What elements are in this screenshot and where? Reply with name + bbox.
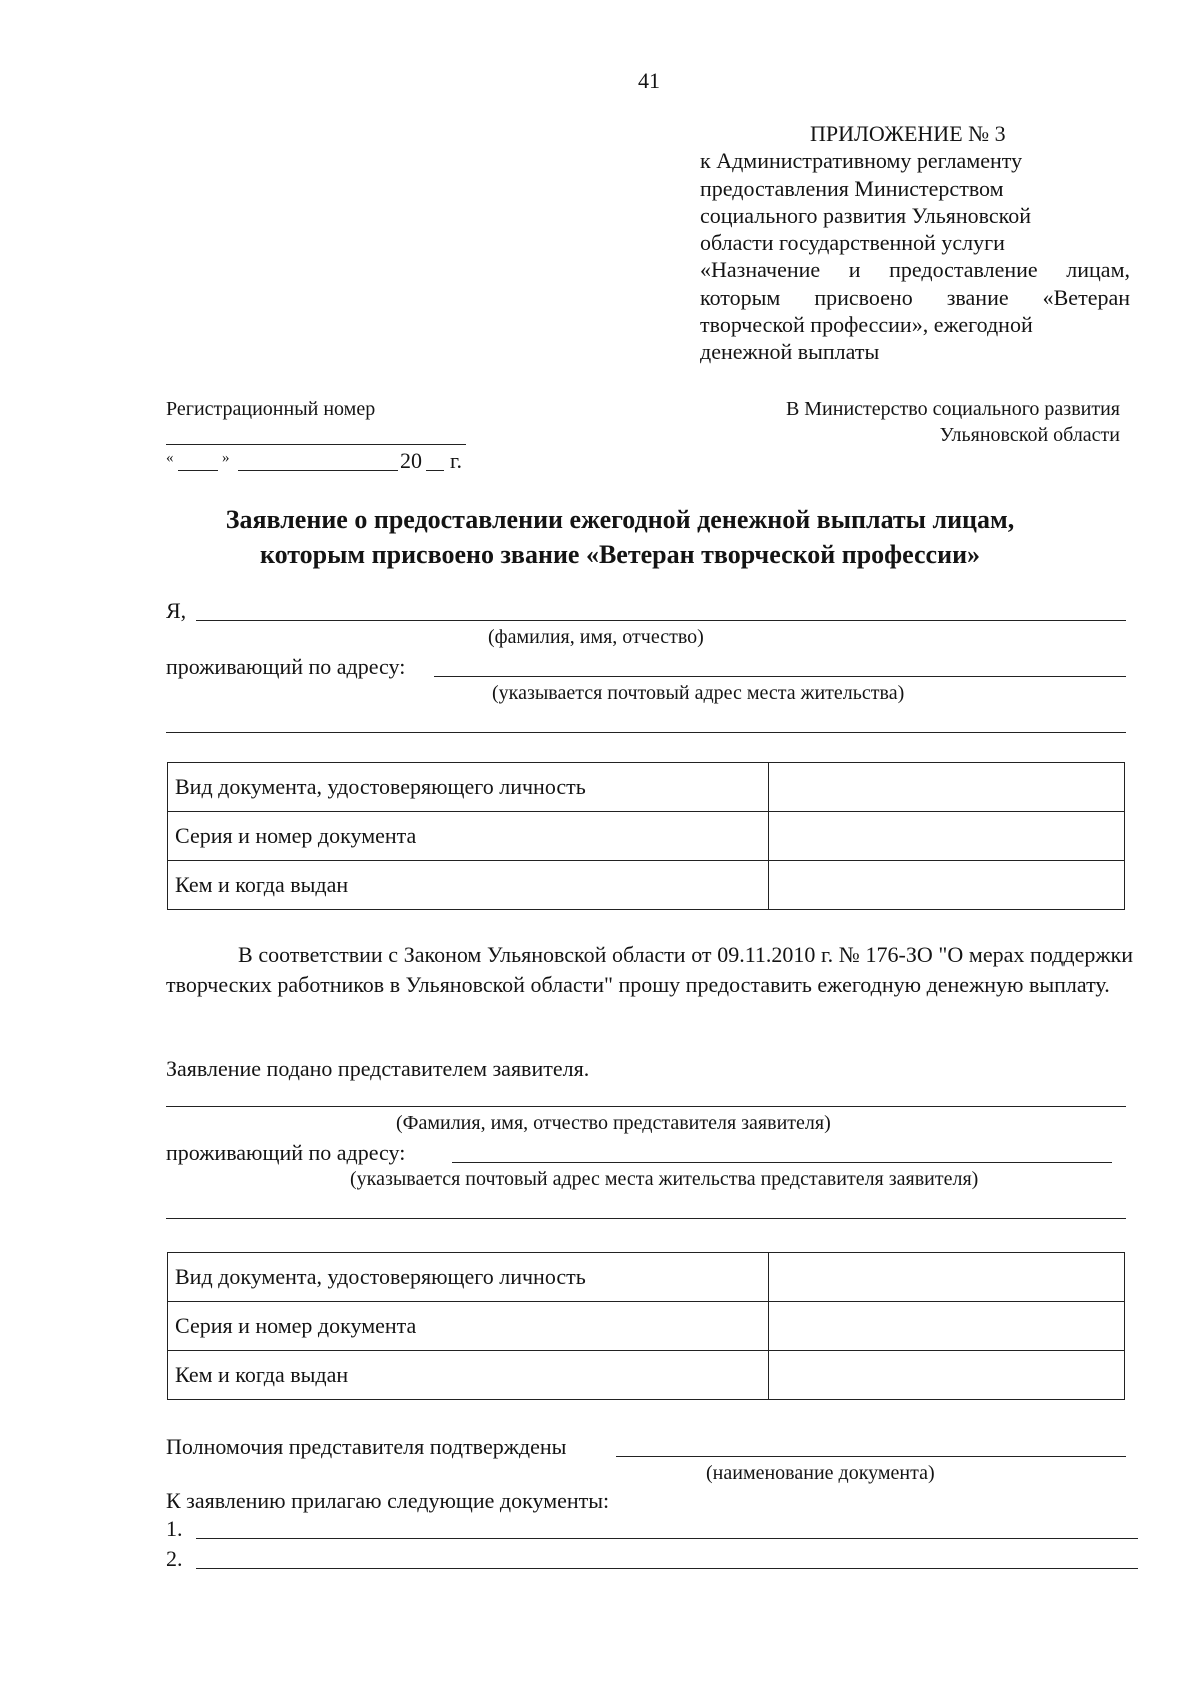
table-row bbox=[168, 812, 1125, 861]
id-doc-type-label: Вид документа, удостоверяющего личность bbox=[168, 763, 769, 812]
representative-address-caption: (указывается почтовый адрес места жительства представителя заявителя) bbox=[350, 1168, 979, 1190]
appendix-line: социального развития Ульяновской bbox=[700, 202, 1032, 228]
page-number: 41 bbox=[638, 68, 660, 93]
date-year-field[interactable] bbox=[426, 470, 444, 471]
applicant-id-table bbox=[167, 762, 1125, 910]
id-issued-by-label: Кем и когда выдан bbox=[168, 861, 769, 910]
table-row bbox=[168, 1253, 1125, 1302]
representative-id-table bbox=[167, 1252, 1125, 1400]
rep-id-series-number-field[interactable] bbox=[769, 1302, 1125, 1351]
form-title bbox=[150, 502, 1090, 572]
date-month-field[interactable] bbox=[238, 470, 398, 471]
table-row bbox=[168, 1302, 1125, 1351]
registration-label: Регистрационный номер bbox=[166, 398, 376, 420]
rep-id-doc-type-label: Вид документа, удостоверяющего личность bbox=[168, 1253, 769, 1302]
date-year-suffix: г. bbox=[450, 448, 463, 473]
table-row bbox=[168, 1351, 1125, 1400]
applicant-address-field[interactable] bbox=[434, 676, 1126, 677]
appendix-line: предоставления Министерством bbox=[700, 175, 1004, 201]
rep-id-issued-by-label: Кем и когда выдан bbox=[168, 1351, 769, 1400]
addressee bbox=[700, 396, 1120, 448]
rep-id-series-number-label: Серия и номер документа bbox=[168, 1302, 769, 1351]
appendix-line: денежной выплаты bbox=[700, 339, 880, 365]
attachments-label: К заявлению прилагаю следующие документы: bbox=[166, 1488, 610, 1513]
attachment-number: 2. bbox=[166, 1546, 183, 1571]
registration-number-field[interactable] bbox=[166, 444, 466, 445]
applicant-name-field[interactable] bbox=[196, 620, 1126, 621]
request-text: В соответствии с Законом Ульяновской области от 09.11.2010 г. № 176-ЗО "О мерах поддержки творческих работников в Ульяновской области" прошу предоставить ежегодную денежную выплату. bbox=[166, 942, 1133, 997]
addressee-line: В Министерство социального развития bbox=[785, 398, 1120, 420]
representative-name-caption: (Фамилия, имя, отчество представителя заявителя) bbox=[396, 1112, 831, 1134]
representative-address-field[interactable] bbox=[452, 1162, 1112, 1163]
addressee-line: Ульяновской области bbox=[939, 424, 1120, 446]
appendix-line: «Назначение и предоставление лицам, bbox=[700, 257, 1130, 283]
appendix-header bbox=[700, 120, 1130, 366]
form-title-line: которым присвоено звание «Ветеран творческой профессии» bbox=[259, 540, 981, 569]
date-day-field[interactable] bbox=[178, 470, 218, 471]
appendix-line: которым присвоено звание «Ветеран bbox=[700, 284, 1130, 310]
authority-document-field[interactable] bbox=[616, 1456, 1126, 1457]
date-close-quote: » bbox=[222, 450, 230, 466]
representative-name-field[interactable] bbox=[166, 1106, 1126, 1107]
appendix-line: к Административному регламенту bbox=[700, 148, 1023, 174]
authority-caption: (наименование документа) bbox=[706, 1462, 935, 1484]
representative-note: Заявление подано представителем заявителя. bbox=[166, 1056, 590, 1081]
appendix-line: области государственной услуги bbox=[700, 230, 1005, 256]
applicant-prefix: Я, bbox=[166, 598, 187, 623]
attachment-1-field[interactable] bbox=[196, 1538, 1138, 1539]
date-year-prefix: 20 bbox=[400, 448, 422, 473]
request-paragraph bbox=[166, 940, 1133, 1000]
representative-address-field-continued[interactable] bbox=[166, 1218, 1126, 1219]
date-open-quote: « bbox=[166, 450, 174, 466]
applicant-name-caption: (фамилия, имя, отчество) bbox=[488, 626, 704, 648]
applicant-address-label: проживающий по адресу: bbox=[166, 654, 406, 679]
rep-id-issued-by-field[interactable] bbox=[769, 1351, 1125, 1400]
appendix-title: ПРИЛОЖЕНИЕ № 3 bbox=[810, 121, 1006, 146]
table-row bbox=[168, 763, 1125, 812]
rep-id-doc-type-field[interactable] bbox=[769, 1253, 1125, 1302]
id-series-number-label: Серия и номер документа bbox=[168, 812, 769, 861]
id-doc-type-field[interactable] bbox=[769, 763, 1125, 812]
appendix-line: творческой профессии», ежегодной bbox=[700, 312, 1033, 338]
attachment-2-field[interactable] bbox=[196, 1568, 1138, 1569]
id-series-number-field[interactable] bbox=[769, 812, 1125, 861]
applicant-address-field-continued[interactable] bbox=[166, 732, 1126, 733]
table-row bbox=[168, 861, 1125, 910]
representative-address-label: проживающий по адресу: bbox=[166, 1140, 406, 1165]
applicant-address-caption: (указывается почтовый адрес места жительства) bbox=[492, 682, 905, 704]
form-title-line: Заявление о предоставлении ежегодной денежной выплаты лицам, bbox=[225, 505, 1015, 534]
authority-label: Полномочия представителя подтверждены bbox=[166, 1434, 567, 1459]
attachment-number: 1. bbox=[166, 1516, 183, 1541]
id-issued-by-field[interactable] bbox=[769, 861, 1125, 910]
